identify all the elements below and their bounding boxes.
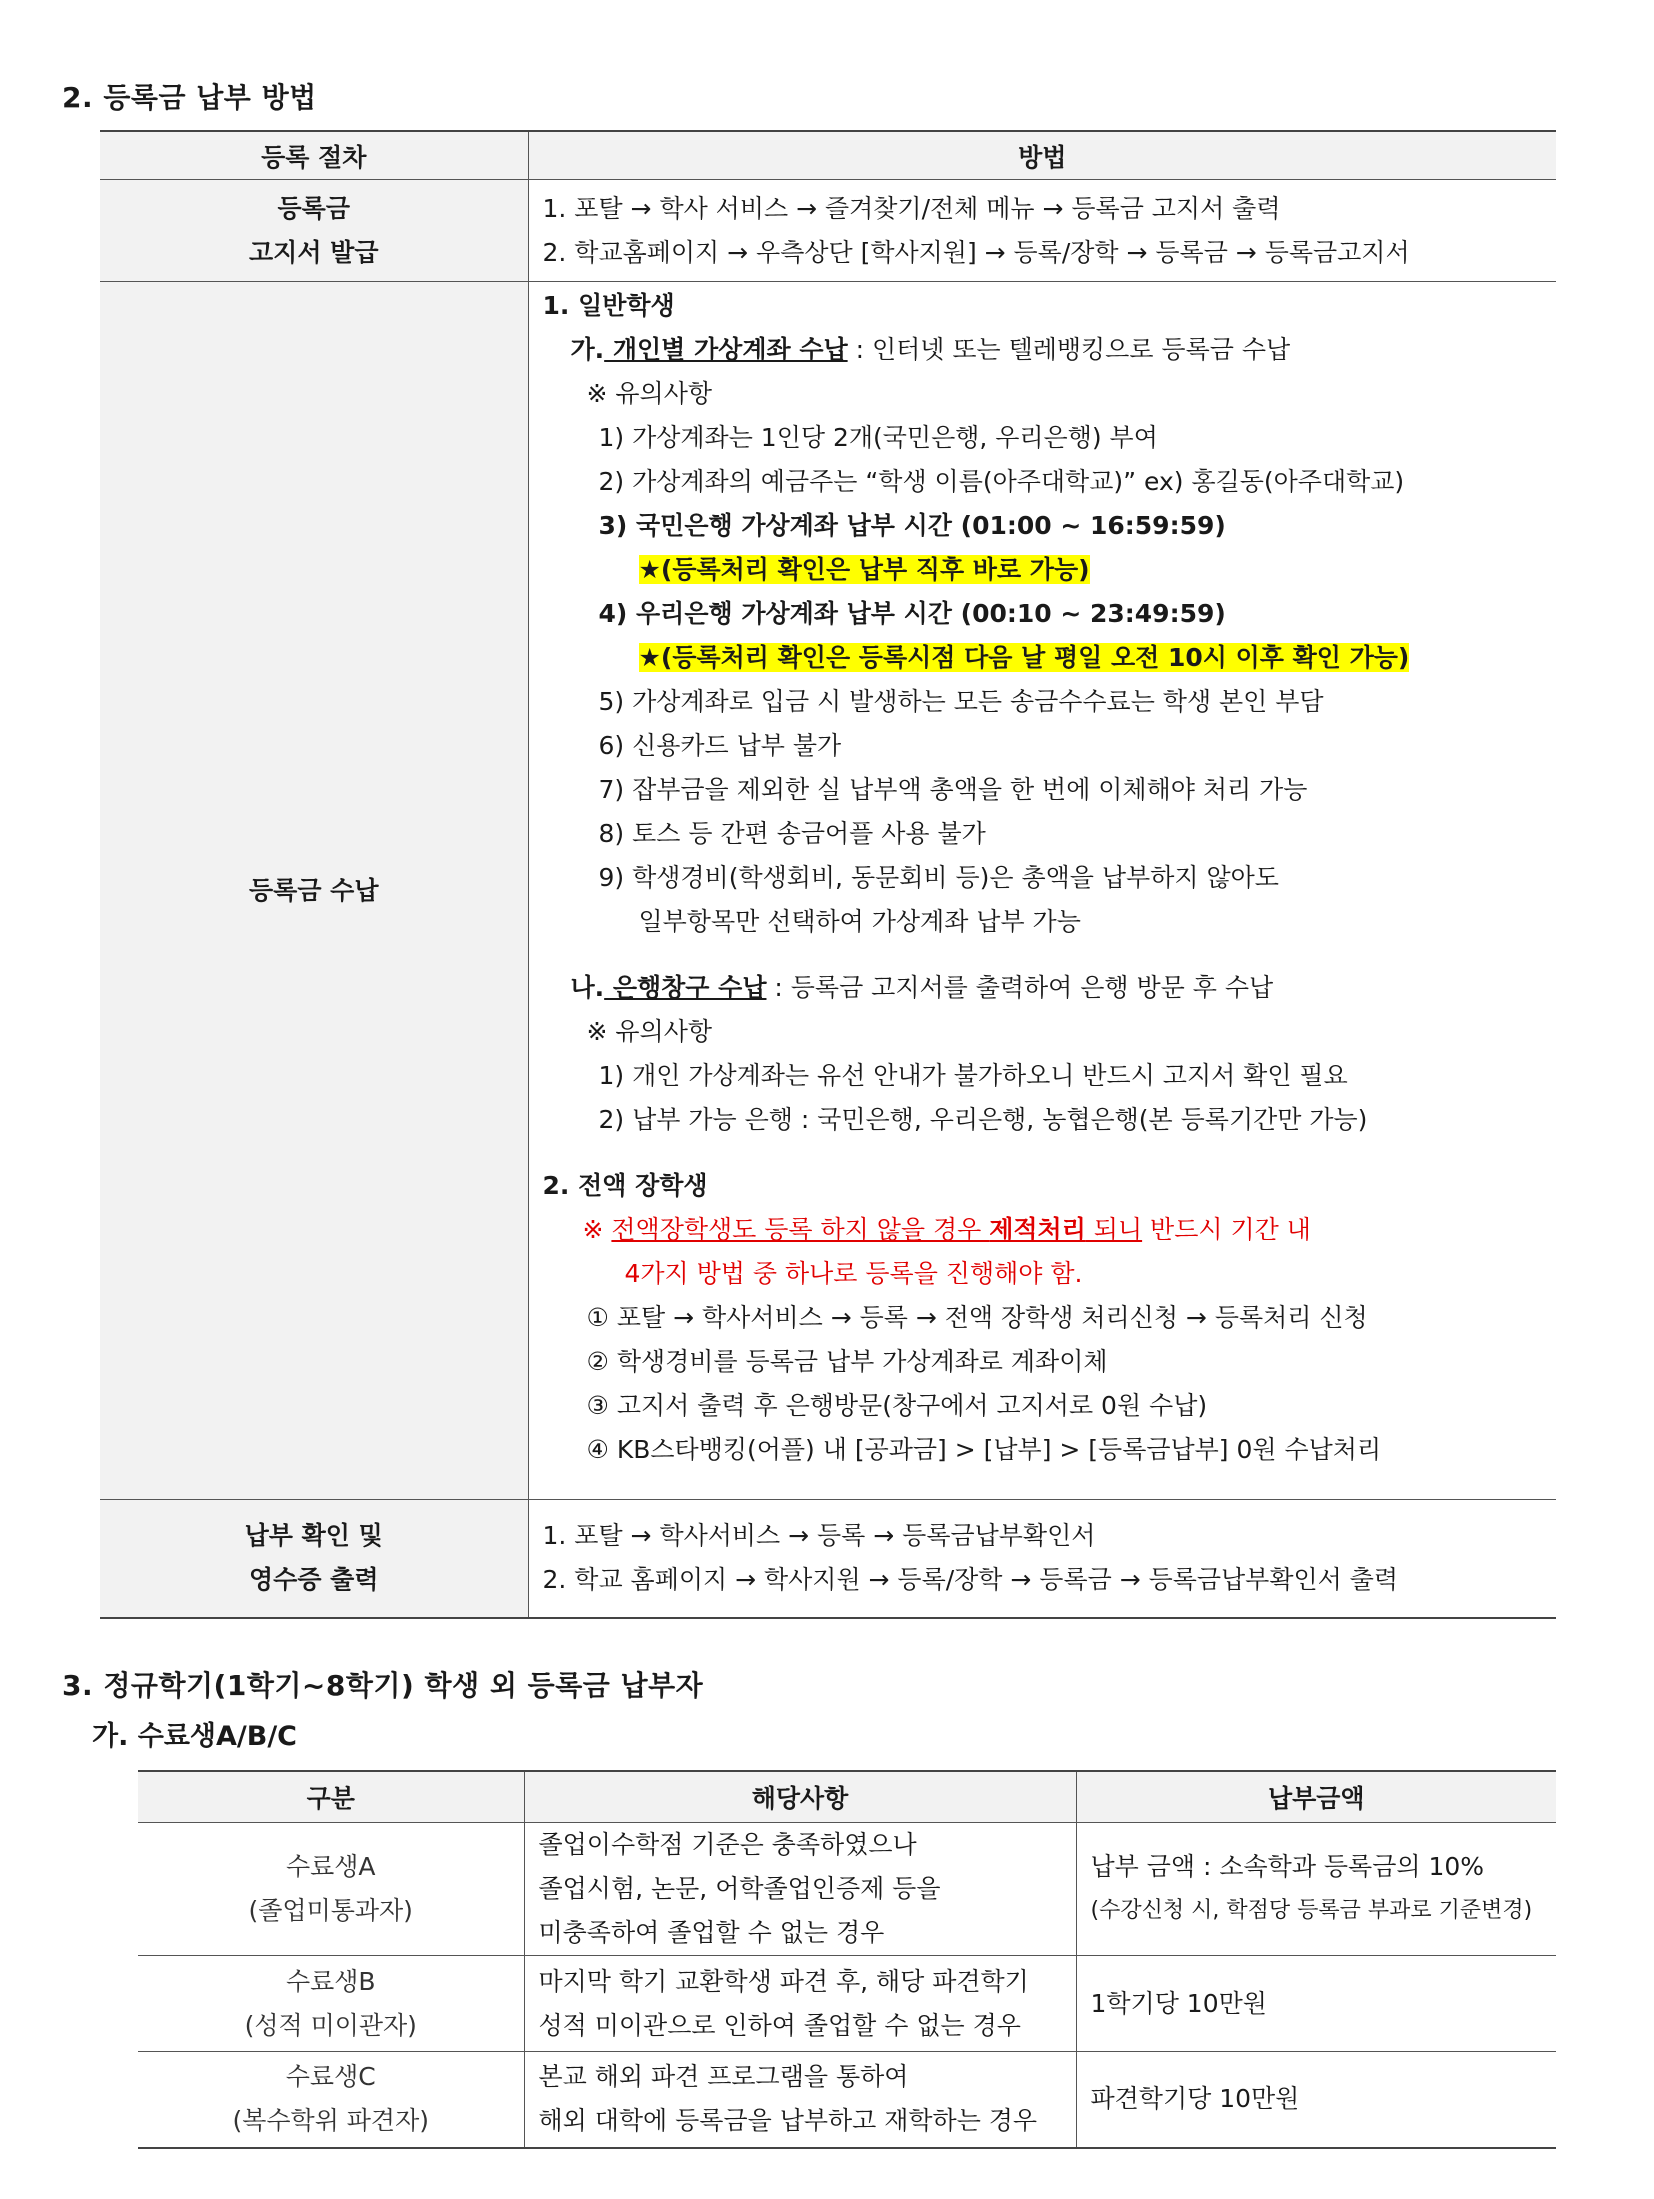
amount-cell: [1076, 2052, 1556, 2148]
full-scholarship-heading: 2. 전액 장학생: [542, 1171, 708, 1200]
highlight-text: ★(등록처리 확인은 등록시점 다음 날 평일 오전 10시 이후 확인 가능): [638, 643, 1410, 672]
section-3-subtitle: 가. 수료생A/B/C: [92, 1721, 297, 1752]
scholarship-step: ④ KB스타뱅킹(어플) 내 [공과금] > [납부] > [등록금납부] 0원 수납처리: [586, 1435, 1382, 1464]
amount-line: 1학기당 10만원: [1090, 1988, 1267, 2018]
amount-note: (수강신청 시, 학점당 등록금 부과로 기준변경): [1090, 1898, 1533, 1923]
category-detail: (복수학위 파견자): [232, 2106, 429, 2136]
row-label-payment: [100, 282, 528, 1500]
spacer: [543, 1142, 1557, 1164]
amount-line: 파견학기당 10만원: [1090, 2084, 1300, 2114]
category-detail: (졸업미통과자): [248, 1896, 413, 1925]
category-cell: [138, 1956, 524, 2052]
confirmation-step-1: 1. 포탈 → 학사서비스 → 등록 → 등록금납부확인서: [542, 1521, 1096, 1551]
amount-line: 납부 금액 : 소속학과 등록금의 10%: [1090, 1852, 1485, 1881]
table-row-payment: [100, 282, 1556, 1500]
row-content-confirmation: [528, 1500, 1556, 1618]
table-row-invoice: [100, 180, 1556, 282]
notice-item: 9) 학생경비(학생회비, 동문회비 등)은 총액을 납부하지 않아도: [598, 863, 1279, 892]
description-line: 마지막 학기 교환학생 파견 후, 해당 파견학기: [538, 1966, 1029, 1996]
section-3-title: 3. 정규학기(1학기~8학기) 학생 외 등록금 납부자: [62, 1669, 704, 1702]
notice-item: 7) 잡부금을 제외한 실 납부액 총액을 한 번에 이체해야 처리 가능: [598, 775, 1308, 804]
row-label-line: 납부 확인 및: [244, 1521, 383, 1551]
warning-text: 되니: [1085, 1215, 1143, 1244]
notice-label: ※ 유의사항: [586, 379, 712, 408]
scholarship-step: ① 포탈 → 학사서비스 → 등록 → 전액 장학생 처리신청 → 등록처리 신청: [586, 1303, 1368, 1332]
description-line: 본교 해외 파견 프로그램을 통하여: [538, 2062, 909, 2092]
scholarship-warning: [543, 1208, 1557, 1252]
row-label-confirmation: [100, 1500, 528, 1618]
confirmation-step-2: 2. 학교 홈페이지 → 학사지원 → 등록/장학 → 등록금 → 등록금납부확인서 출력: [542, 1565, 1399, 1595]
header-amount: 납부금액: [1076, 1771, 1556, 1823]
list-prefix: 나.: [570, 973, 605, 1002]
bank-counter-title: 은행창구 수납: [604, 973, 767, 1002]
description-cell: [524, 2052, 1076, 2148]
invoice-step-2: 2. 학교홈페이지 → 우측상단 [학사지원] → 등록/장학 → 등록금 → 등록금고지서: [542, 237, 1410, 267]
virtual-account-heading: [543, 328, 1557, 372]
table-row: [138, 1956, 1556, 2052]
row-label-line: 고지서 발급: [249, 237, 379, 267]
header-method: 방법: [528, 131, 1556, 180]
scholarship-step: ② 학생경비를 등록금 납부 가상계좌로 계좌이체: [586, 1347, 1108, 1376]
description-cell: [524, 1956, 1076, 2052]
warning-text: 반드시 기간 내: [1142, 1215, 1311, 1244]
list-prefix: 가.: [570, 335, 605, 364]
bank-counter-text: : 등록금 고지서를 출력하여 은행 방문 후 수납: [766, 973, 1274, 1002]
scholarship-step: ③ 고지서 출력 후 은행방문(창구에서 고지서로 0원 수납): [586, 1391, 1208, 1420]
bank-counter-heading: [543, 966, 1557, 1010]
description-line: 성적 미이관으로 인하여 졸업할 수 없는 경우: [538, 2010, 1021, 2040]
graduate-candidate-table: [138, 1770, 1556, 2149]
notice-item: 4) 우리은행 가상계좌 납부 시간 (00:10 ~ 23:49:59): [598, 599, 1226, 628]
category-name: 수료생C: [285, 2062, 376, 2092]
table-header-row: [138, 1771, 1556, 1823]
notice-item: 8) 토스 등 간편 송금어플 사용 불가: [598, 819, 986, 848]
description-cell: [524, 1823, 1076, 1956]
warning-mark: ※: [582, 1215, 612, 1244]
warning-underlined: [611, 1215, 1142, 1244]
row-label-invoice: [100, 180, 528, 282]
notice-item: 3) 국민은행 가상계좌 납부 시간 (01:00 ~ 16:59:59): [598, 511, 1226, 540]
notice-item: 2) 가상계좌의 예금주는 “학생 이름(아주대학교)” ex) 홍길동(아주대학교): [598, 467, 1405, 496]
payment-method-table: [100, 130, 1556, 1619]
scholarship-warning-line2: 4가지 방법 중 하나로 등록을 진행해야 함.: [624, 1259, 1083, 1288]
table-row: [138, 2052, 1556, 2148]
category-name: 수료생B: [285, 1966, 376, 1996]
category-detail: (성적 미이관자): [244, 2010, 417, 2040]
notice-label: ※ 유의사항: [586, 1017, 712, 1046]
warning-text: 전액장학생도 등록 하지 않을 경우: [611, 1215, 990, 1244]
highlight-text: ★(등록처리 확인은 납부 직후 바로 가능): [638, 555, 1090, 584]
general-student-heading: 1. 일반학생: [542, 291, 675, 320]
description-line: 해외 대학에 등록금을 납부하고 재학하는 경우: [538, 2106, 1038, 2136]
table-header-row: [100, 131, 1556, 180]
notice-item: 6) 신용카드 납부 불가: [598, 731, 842, 760]
header-procedure: 등록 절차: [100, 131, 528, 180]
notice-item: 1) 가상계좌는 1인당 2개(국민은행, 우리은행) 부여: [598, 423, 1158, 452]
description-line: 졸업이수학점 기준은 충족하였으나: [538, 1830, 917, 1859]
notice-item: 5) 가상계좌로 입금 시 발생하는 모든 송금수수료는 학생 본인 부담: [598, 687, 1324, 716]
category-cell: [138, 1823, 524, 1956]
category-cell: [138, 2052, 524, 2148]
amount-cell: [1076, 1823, 1556, 1956]
notice-item-continued: 일부항목만 선택하여 가상계좌 납부 가능: [638, 907, 1081, 936]
category-name: 수료생A: [285, 1852, 376, 1881]
notice-item: 2) 납부 가능 은행 : 국민은행, 우리은행, 농협은행(본 등록기간만 가능): [598, 1105, 1368, 1134]
notice-item: 1) 개인 가상계좌는 유선 안내가 불가하오니 반드시 고지서 확인 필요: [598, 1061, 1348, 1090]
row-content-payment: [528, 282, 1556, 1500]
header-category: 구분: [138, 1771, 524, 1823]
warning-bold: 제적처리: [989, 1215, 1086, 1244]
table-row-confirmation: [100, 1500, 1556, 1618]
description-line: 미충족하여 졸업할 수 없는 경우: [538, 1918, 885, 1947]
invoice-step-1: 1. 포탈 → 학사 서비스 → 즐겨찾기/전체 메뉴 → 등록금 고지서 출력: [542, 193, 1281, 223]
virtual-account-text: : 인터넷 또는 텔레뱅킹으로 등록금 수납: [847, 335, 1291, 364]
table-row: [138, 1823, 1556, 1956]
notice-highlight: [543, 636, 1557, 680]
row-label-line: 영수증 출력: [249, 1565, 379, 1595]
row-label-line: 등록금 수납: [249, 875, 379, 905]
spacer: [543, 944, 1557, 966]
row-content-invoice: [528, 180, 1556, 282]
description-line: 졸업시험, 논문, 어학졸업인증제 등을: [538, 1874, 941, 1903]
virtual-account-title: 개인별 가상계좌 수납: [604, 335, 848, 364]
row-label-line: 등록금: [277, 193, 350, 223]
amount-cell: [1076, 1956, 1556, 2052]
notice-highlight: [543, 548, 1557, 592]
section-2-title: 2. 등록금 납부 방법: [62, 81, 317, 114]
header-description: 해당사항: [524, 1771, 1076, 1823]
